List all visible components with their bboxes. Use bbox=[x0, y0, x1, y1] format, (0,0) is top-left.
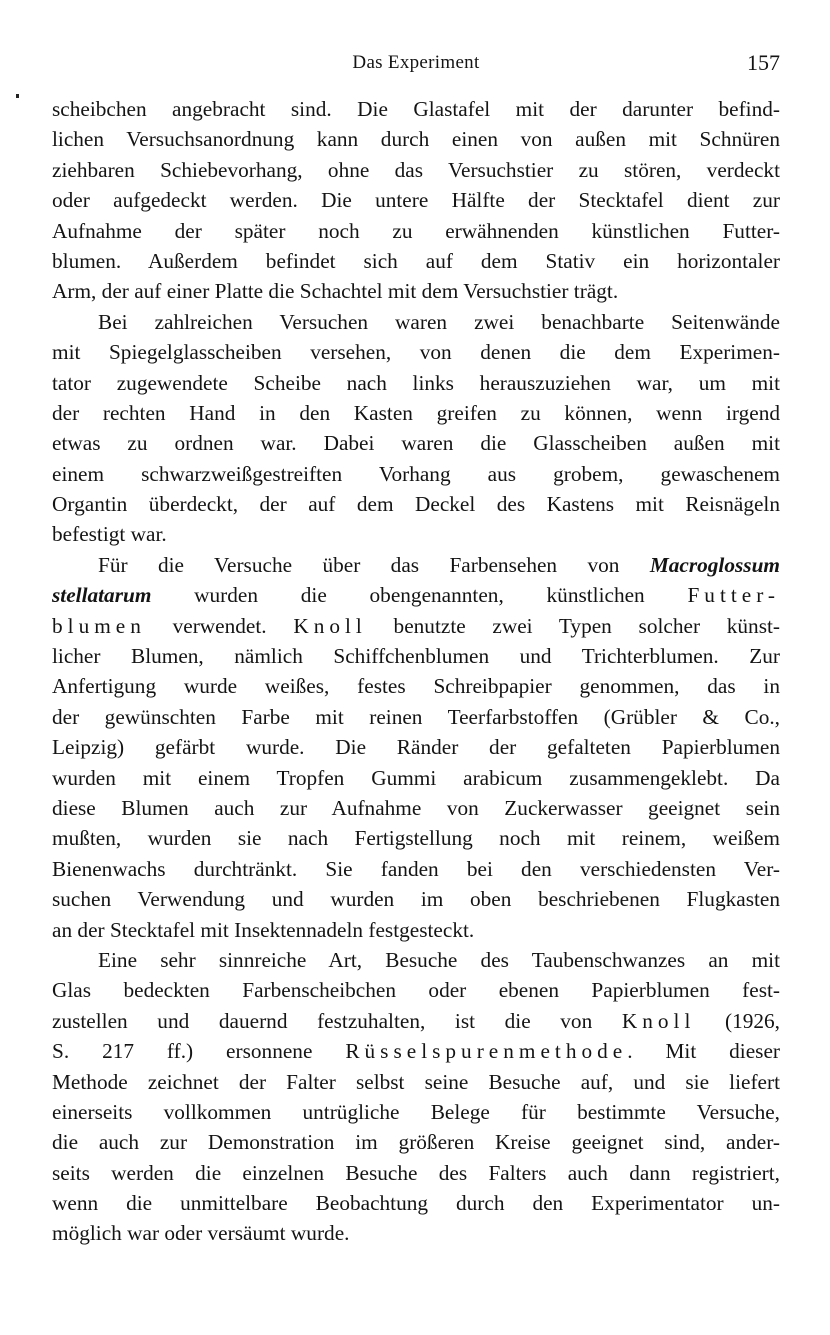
text-line: befestigt war. bbox=[52, 522, 167, 547]
text-line: licher Blumen, nämlich Schiffchenblumen und Trichterblumen. Zur bbox=[52, 644, 780, 669]
species-name: stellatarum bbox=[52, 583, 152, 608]
text-line: an der Stecktafel mit Insektennadeln festgesteckt. bbox=[52, 917, 475, 942]
text-line: blumen. Außerdem befindet sich auf dem Stativ ein horizontaler bbox=[52, 248, 780, 273]
text-line: mußten, wurden sie nach Fertigstellung noch mit reinem, weißem bbox=[52, 826, 780, 851]
text-line: der rechten Hand in den Kasten greifen zu können, wenn irgend bbox=[52, 400, 780, 425]
text-line: wurden mit einem Tropfen Gummi arabicum zusammengeklebt. Da bbox=[52, 765, 780, 790]
text-line: suchen Verwendung und wurden im oben beschriebenen Flugkasten bbox=[52, 887, 780, 912]
page-header bbox=[52, 50, 780, 80]
text-line: etwas zu ordnen war. Dabei waren die Glasscheiben außen mit bbox=[52, 431, 780, 456]
page-number: 157 bbox=[747, 50, 780, 75]
text-line: mit Spiegelglasscheiben versehen, von denen die dem Experimen- bbox=[52, 340, 780, 365]
text-line: Eine sehr sinnreiche Art, Besuche des Taubenschwanzes an mit bbox=[98, 947, 780, 972]
text-line: Methode zeichnet der Falter selbst seine Besuche auf, und sie liefert bbox=[52, 1069, 780, 1094]
text-line: lichen Versuchsanordnung kann durch einen von außen mit Schnüren bbox=[52, 127, 780, 152]
text-line: Aufnahme der später noch zu erwähnenden künstlichen Futter- bbox=[52, 218, 780, 243]
body-text bbox=[52, 94, 780, 1249]
text-line: ziehbaren Schiebevorhang, ohne das Versuchstier zu stören, verdeckt bbox=[52, 157, 780, 182]
text-line: oder aufgedeckt werden. Die untere Hälfte der Stecktafel dient zur bbox=[52, 188, 780, 213]
text-line: Anfertigung wurde weißes, festes Schreibpapier genommen, das in bbox=[52, 674, 780, 699]
species-name: Macroglossum bbox=[649, 552, 780, 577]
paragraph-4 bbox=[52, 945, 780, 1249]
text-line: wenn die unmittelbare Beobachtung durch den Experimentator un- bbox=[52, 1191, 780, 1216]
text-line: zustellen und dauernd festzuhalten, ist die von Knoll (1926, bbox=[52, 1008, 781, 1033]
paragraph-1 bbox=[52, 94, 780, 307]
text-line: scheibchen angebracht sind. Die Glastafel mit der darunter befind- bbox=[52, 97, 780, 121]
text-line: tator zugewendete Scheibe nach links herauszuziehen war, um mit bbox=[52, 370, 780, 395]
spaced-term: blumen bbox=[52, 613, 146, 638]
text-line: einem schwarzweißgestreiften Vorhang aus grobem, gewaschenem bbox=[52, 461, 780, 486]
text-line: Leipzig) gefärbt wurde. Die Ränder der gefalteten Papierblumen bbox=[52, 735, 780, 760]
text-line: diese Blumen auch zur Aufnahme von Zuckerwasser geeignet sein bbox=[52, 795, 780, 820]
text-line: einerseits vollkommen untrügliche Belege für bestimmte Versuche, bbox=[52, 1099, 780, 1124]
text-line: Organtin überdeckt, der auf dem Deckel des Kastens mit Reisnägeln bbox=[52, 492, 780, 517]
spaced-term: Futter- bbox=[687, 583, 780, 608]
text-line: blumen verwendet. Knoll benutzte zwei Typen solcher künst- bbox=[52, 613, 780, 638]
author-name: Knoll bbox=[293, 613, 367, 638]
text-line: die auch zur Demonstration im größeren Kreise geeignet sind, ander- bbox=[52, 1130, 780, 1155]
text-line: Glas bedeckten Farbenscheibchen oder ebenen Papierblumen fest- bbox=[52, 978, 780, 1003]
paragraph-3 bbox=[52, 550, 780, 945]
paragraph-2 bbox=[52, 307, 780, 550]
text-line: Für die Versuche über das Farbensehen von Macroglossum bbox=[98, 552, 780, 577]
author-name: Knoll bbox=[621, 1008, 696, 1033]
text-line: S. 217 ff.) ersonnene Rüsselspurenmethode. Mit dieser bbox=[52, 1039, 780, 1064]
text-line: Arm, der auf einer Platte die Schachtel mit dem Versuchstier trägt. bbox=[52, 279, 619, 304]
text-line: der gewünschten Farbe mit reinen Teerfarbstoffen (Grübler & Co., bbox=[52, 704, 780, 729]
text-line: Bienenwachs durchtränkt. Sie fanden bei den verschiedensten Ver- bbox=[52, 856, 780, 881]
text-line: stellatarum wurden die obengenannten, künstlichen Futter- bbox=[52, 583, 780, 608]
running-head: Das Experiment bbox=[352, 52, 480, 73]
margin-mark bbox=[16, 94, 19, 98]
method-name: Rüsselspurenmethode bbox=[345, 1039, 628, 1064]
text-line: seits werden die einzelnen Besuche des Falters auch dann registriert, bbox=[52, 1160, 780, 1185]
text-line: Bei zahlreichen Versuchen waren zwei benachbarte Seitenwände bbox=[98, 309, 780, 334]
text-line: möglich war oder versäumt wurde. bbox=[52, 1221, 350, 1246]
